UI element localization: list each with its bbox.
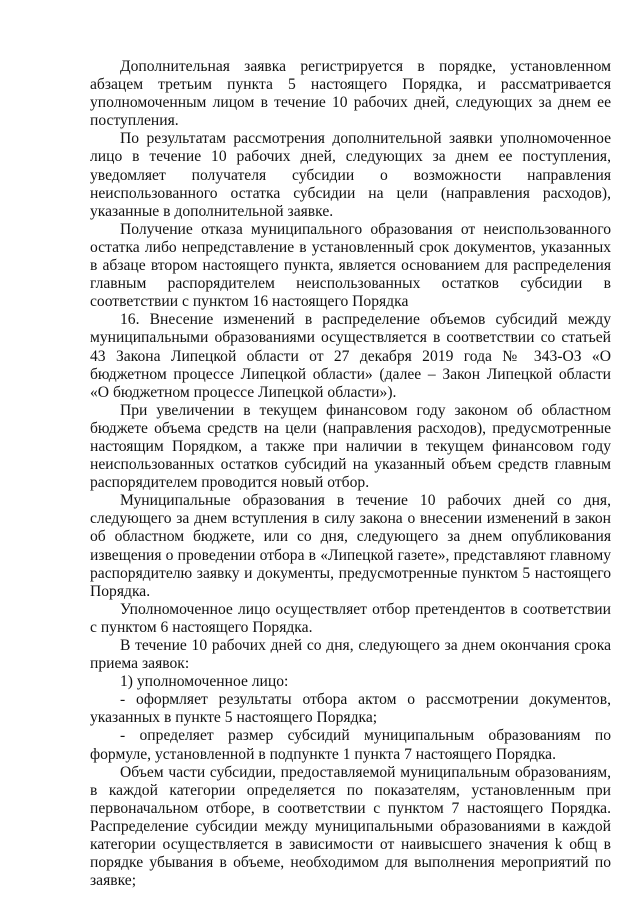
paragraph-subsidy-distribution: Объем части субсидии, предоставляемой муниципальным образованиям, в каждой категории определяется по показателям, установленным при первоначальном отборе, в соответствии с пунктом 7 настоящего Порядка. Распределение субсидии между муниципальными образованиями в каждой категории осуществляется в зависимости от наивысшего значения k общ в порядке убывания в объеме, необходимом для выполнения мероприятий по заявке; — [90, 763, 611, 890]
paragraph-item-16: 16. Внесение изменений в распределение объемов субсидий между муниципальными образованиями осуществляется в соответствии со статьей 43 Закона Липецкой области от 27 декабря 2019 года № 343-ОЗ «О бюджетном процессе Липецкой области» (далее – Закон Липецкой области «О бюджетном процессе Липецкой области»). — [90, 311, 611, 401]
paragraph-ten-working-days: В течение 10 рабочих дней со дня, следующего за днем окончания срока приема заявок: — [90, 637, 611, 673]
list-item-determine-subsidy-size: - определяет размер субсидий муниципальным образованиям по формуле, установленной в подпункте 1 пункта 7 настоящего Порядка. — [90, 727, 611, 763]
paragraph-selection-of-applicants: Уполномоченное лицо осуществляет отбор претендентов в соответствии с пунктом 6 настоящего Порядка. — [90, 600, 611, 636]
paragraph-refusal-of-remainder: Получение отказа муниципального образования от неиспользованного остатка либо непредставление в установленный срок документов, указанных в абзаце втором настоящего пункта, является основанием для распределения главным распорядителем неиспользованных остатков субсидии в соответствии с пунктом 16 настоящего Порядка — [90, 220, 611, 311]
paragraph-review-results: По результатам рассмотрения дополнительной заявки уполномоченное лицо в течение 10 рабочих дней, следующих за днем ее поступления, уведомляет получателя субсидии о возможности направления неиспользованного остатка субсидии на цели (направления расходов), указанные в дополнительной заявке. — [90, 130, 611, 220]
list-item-authorized-person: 1) уполномоченное лицо: — [120, 673, 289, 691]
paragraph-new-selection: При увеличении в текущем финансовом году законом об областном бюджете объема средств на цели (направления расходов), предусмотренные настоящим Порядком, а также при наличии в текущем финансовом году неиспользованных остатков субсидий на указанный объем средств главным распорядителем проводится новый отбор. — [90, 401, 611, 492]
document-body — [90, 58, 611, 890]
list-item-formalize-results: - оформляет результаты отбора актом о рассмотрении документов, указанных в пункте 5 настоящего Порядка; — [90, 691, 611, 727]
paragraph-additional-application-registration: Дополнительная заявка регистрируется в порядке, установленном абзацем третьим пункта 5 настоящего Порядка, и рассматривается уполномоченным лицом в течение 10 рабочих дней, следующих за днем ее поступления. — [90, 58, 611, 130]
paragraph-municipal-application-deadline: Муниципальные образования в течение 10 рабочих дней со дня, следующего за днем вступления в силу закона о внесении изменений в закон об областном бюджете, или со дня, следующего за днем опубликования извещения о проведении отбора в «Липецкой газете», представляют главному распорядителю заявку и документы, предусмотренные пунктом 5 настоящего Порядка. — [90, 492, 611, 600]
